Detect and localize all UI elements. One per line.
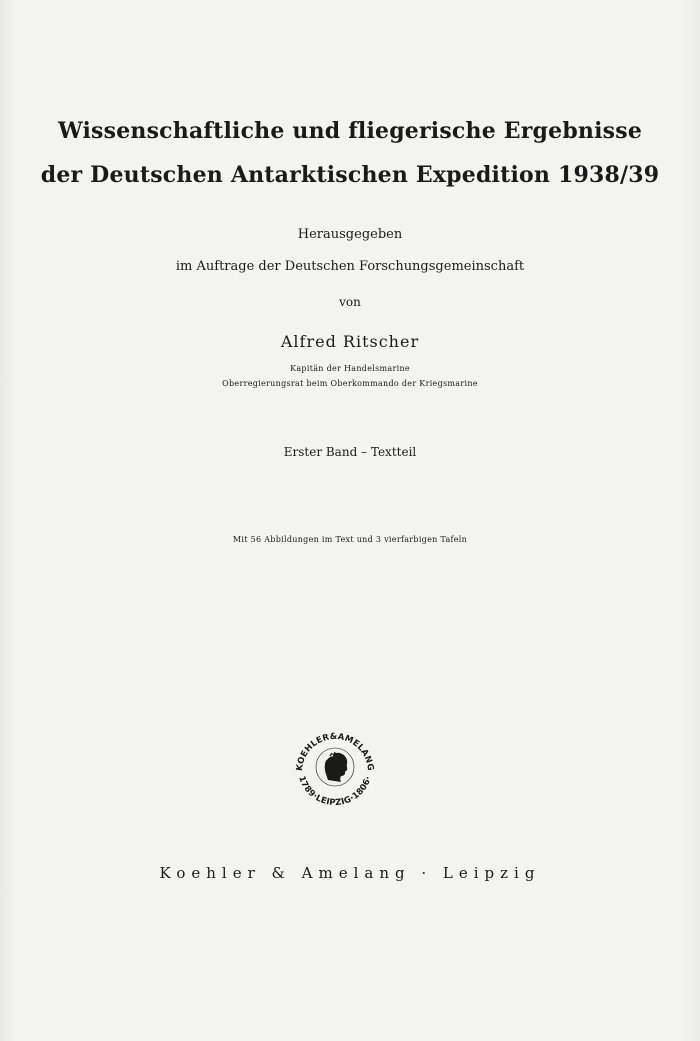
volume-label: Erster Band – Textteil — [283, 445, 417, 459]
commission-text: im Auftrage der Deutschen Forschungsgemeinschaft — [175, 259, 525, 274]
author-rank-2: Oberregierungsrat beim Oberkommando der Kriegsmarine — [222, 379, 478, 388]
laurel-head-icon — [316, 748, 354, 786]
emblem-text-top: KOEHLER&AMELANG — [294, 731, 376, 772]
edited-by: Herausgegeben — [297, 227, 403, 242]
publisher-imprint: Koehler & Amelang · Leipzig — [159, 864, 541, 882]
title-line-1: Wissenschaftliche und fliegerische Ergebnisse — [57, 118, 643, 144]
author-name: Alfred Ritscher — [280, 332, 420, 351]
emblem-text-bottom: 1789·LEIPZIG·1806· — [296, 774, 374, 809]
title-line-2: der Deutschen Antarktischen Expedition 1938/39 — [40, 162, 660, 188]
illustrations-note: Mit 56 Abbildungen im Text und 3 vierfarbigen Tafeln — [232, 535, 468, 544]
publisher-emblem — [290, 722, 380, 812]
von-text: von — [339, 295, 361, 309]
author-rank-1: Kapitän der Handelsmarine — [290, 364, 410, 373]
